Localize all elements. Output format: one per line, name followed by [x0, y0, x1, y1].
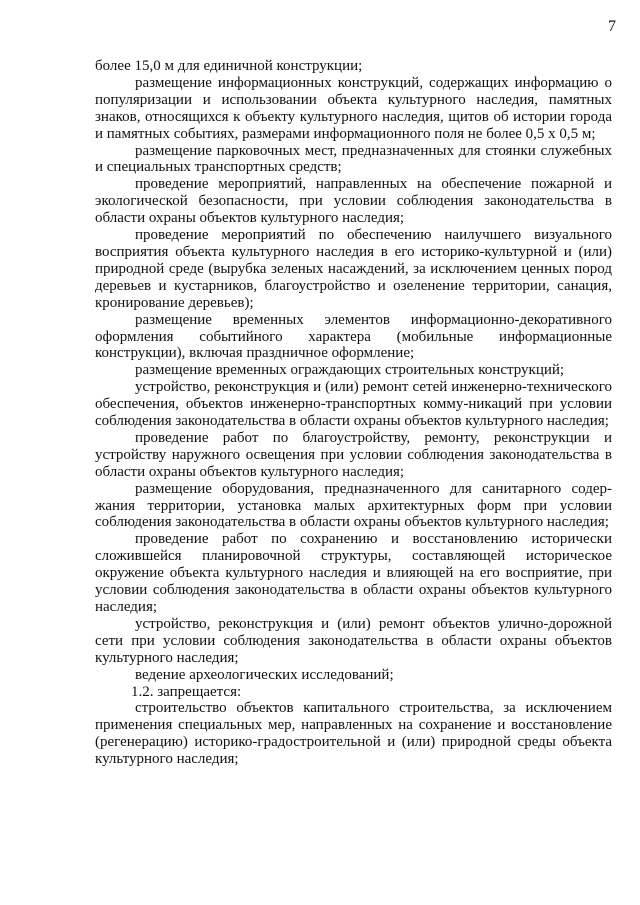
paragraph: проведение мероприятий по обеспечению наилучшего визуального восприятия объекта культурного наследия в его историко-культурной и (или) природной среде (вырубка зеленых насаждений, за исключением ценных пород деревьев и кустарников, благоустройство и озеленение территории, санация, кронирование деревьев);	[95, 227, 612, 311]
paragraph: размещение информационных конструкций, содержащих информацию о популяризации и использовании объекта культурного наследия, памятных знаков, относящихся к объекту культурного наследия, щитов об истории города и памятных событиях, размерами информационного поля не более 0,5 х 0,5 м;	[95, 74, 612, 142]
paragraph: строительство объектов капитального строительства, за исключением применения специальных мер, направленных на сохранение и восстановление (регенерацию) историко-градостроительной и (или) природной среды объекта культурного наследия;	[95, 700, 612, 768]
paragraph: размещение временных элементов информационно-декоративного оформления событийного характера (мобильные информационные конструкции), включая праздничное оформление;	[95, 311, 612, 362]
paragraph: ведение археологических исследований;	[135, 666, 394, 683]
paragraph: более 15,0 м для единичной конструкции;	[95, 58, 363, 74]
paragraph: устройство, реконструкция и (или) ремонт объектов улично-дорожной сети при условии соблюдения законодательства в области охраны объектов культурного наследия;	[95, 615, 612, 666]
paragraph: устройство, реконструкция и (или) ремонт сетей инженерно-технического обеспечения, объектов инженерно-транспортных комму-никаций при условии соблюдения законодательства в области охраны объектов культурного наследия;	[95, 379, 612, 430]
document-body	[95, 58, 612, 768]
paragraph: размещение временных ограждающих строительных конструкций;	[135, 362, 565, 379]
paragraph: проведение работ по сохранению и восстановлению исторически сложившейся планировочной структуры, составляющей историческое окружение объекта культурного наследия и влияющей на его восприятие, при условии соблюдения законодательства в области охраны объектов культурного наследия;	[95, 531, 612, 615]
page-number: 7	[608, 18, 616, 35]
paragraph: проведение работ по благоустройству, ремонту, реконструкции и устройству наружного освещения при условии соблюдения законодательства в области охраны объектов культурного наследия;	[95, 429, 612, 480]
section-heading: 1.2. запрещается:	[131, 683, 242, 700]
paragraph: размещение парковочных мест, предназначенных для стоянки служебных и специальных транспортных средств;	[95, 142, 612, 176]
paragraph: проведение мероприятий, направленных на обеспечение пожарной и экологической безопасности, при условии соблюдения законодательства в области охраны объектов культурного наследия;	[95, 176, 612, 227]
paragraph: размещение оборудования, предназначенного для санитарного содер-жания территории, установка малых архитектурных форм при условии соблюдения законодательства в области охраны объектов культурного наследия;	[95, 480, 612, 531]
